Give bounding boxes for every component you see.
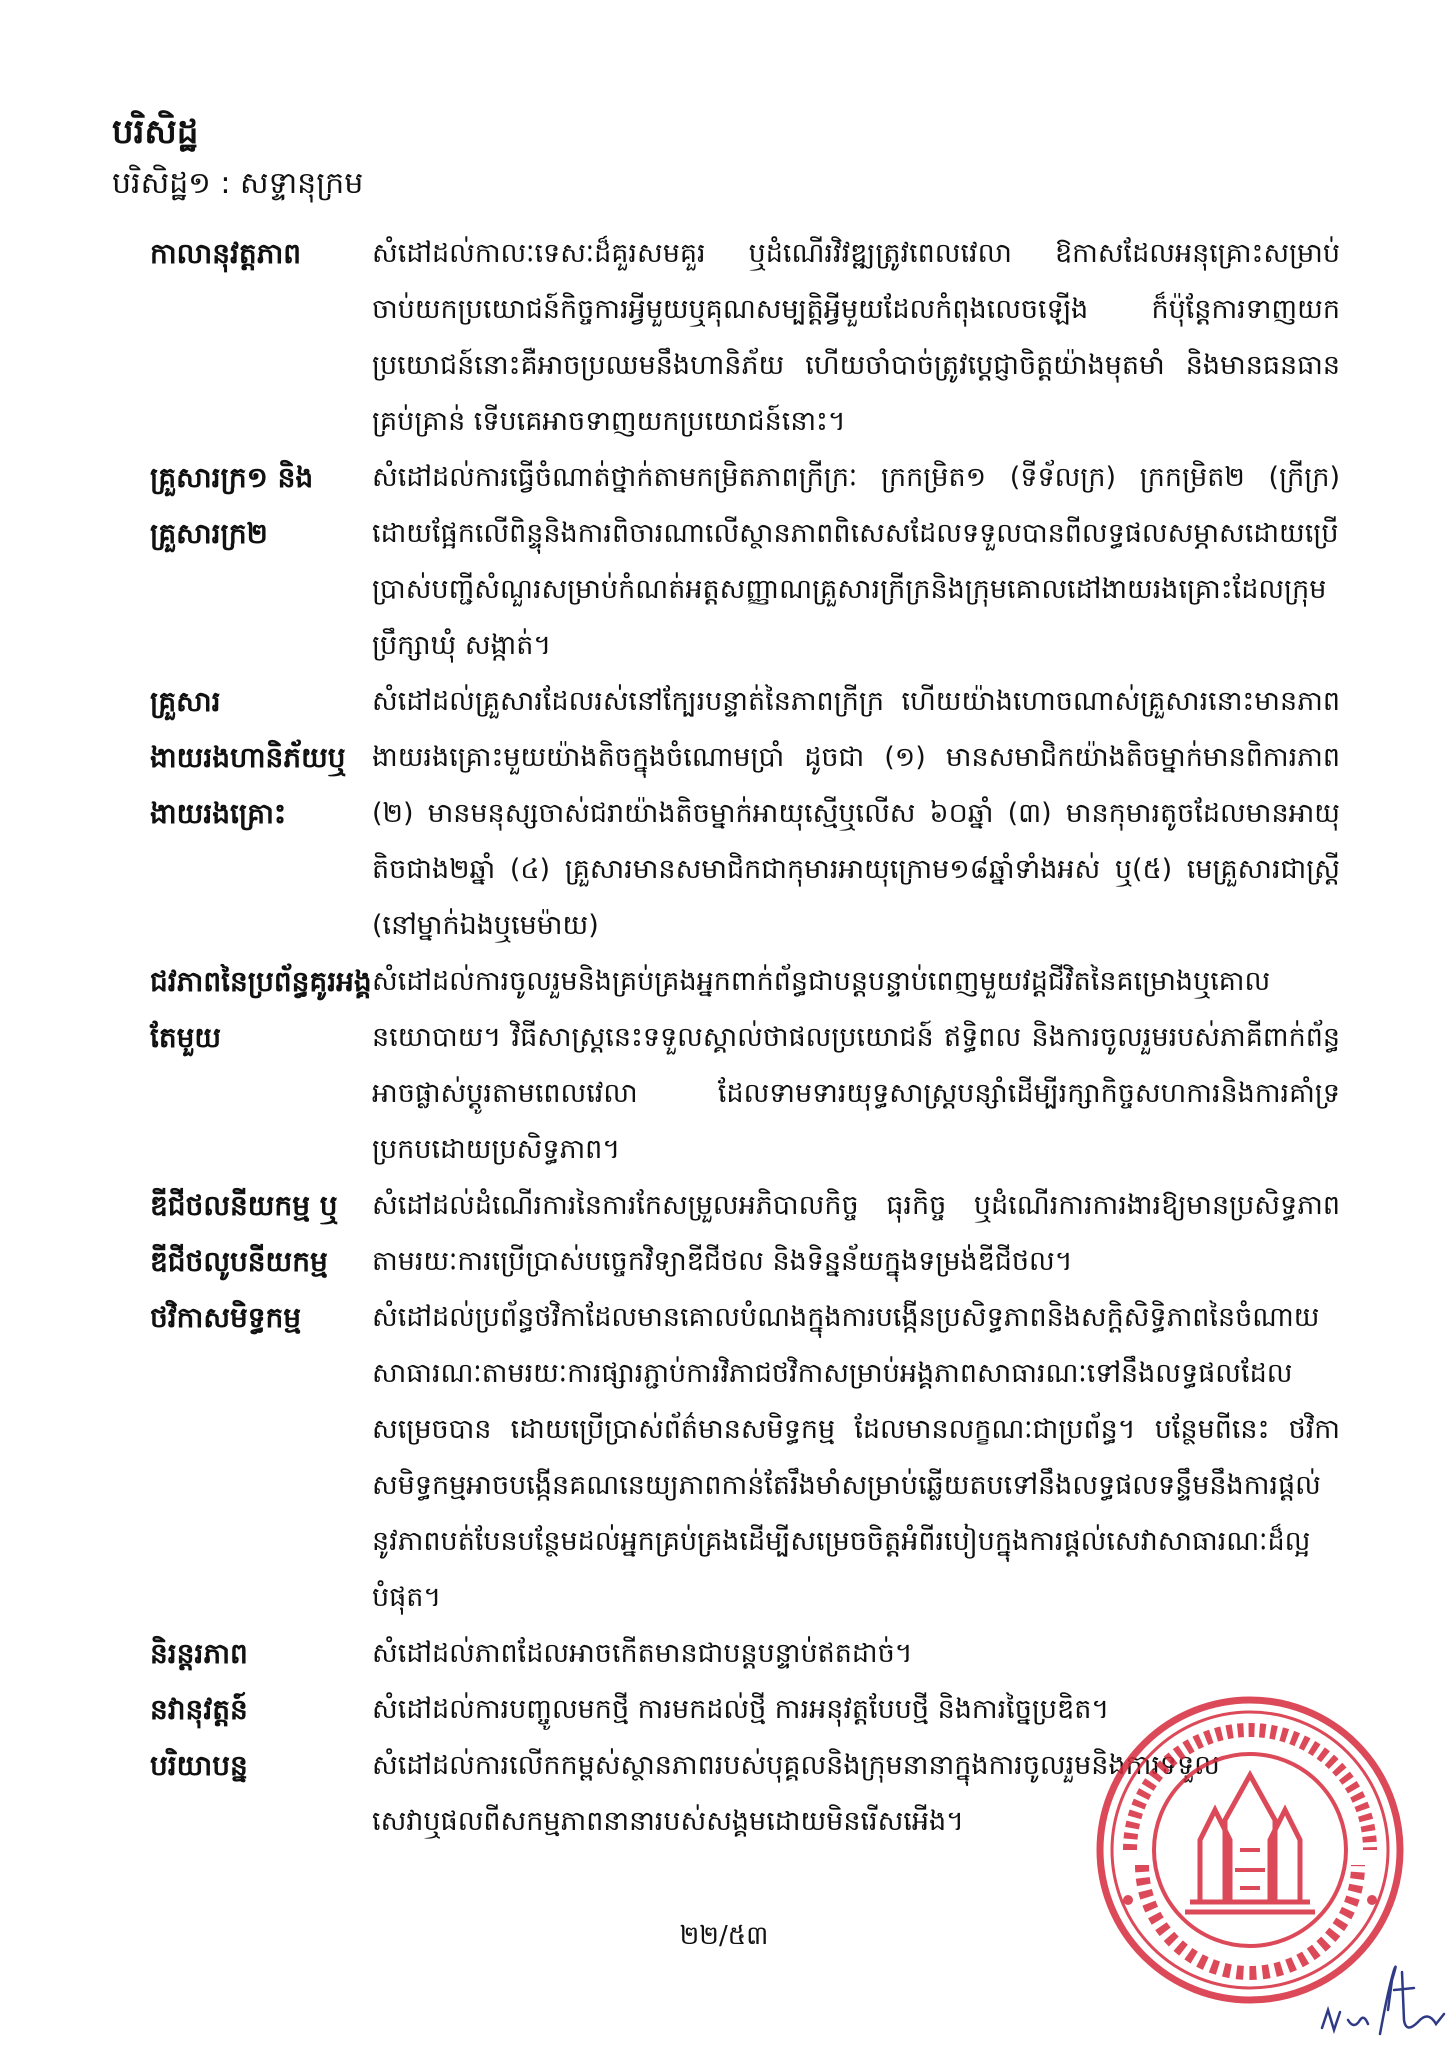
glossary-term: ជវភាពនៃប្រព័ន្ធគូរអង្គតែមួយ xyxy=(150,965,372,1054)
glossary-entry xyxy=(150,226,1340,450)
glossary-term: ថវិកាសមិទ្ធកម្ម xyxy=(150,1301,302,1334)
glossary-definition: សំដៅដល់ការលើកកម្ពស់ស្ថានភាពរបស់បុគ្គលនិងក្រុមនានាក្នុងការចូលរួមនិងការទទួលសេវាឬផលពីសកម្មភាពនានារបស់សង្គមដោយមិនរើសអើង។ xyxy=(372,1750,1220,1837)
glossary-entry xyxy=(150,1626,1340,1682)
glossary-term: កាលានុវត្តភាព xyxy=(150,237,302,270)
handwritten-signature xyxy=(1318,1950,1448,2040)
glossary-definition: សំដៅដល់កាលៈទេសៈដ៏គួរសមគួរ ឬដំណើរវិវឌ្ឍត្រូវពេលវេលា ឱកាសដែលអនុគ្រោះសម្រាប់ចាប់យកប្រយោជន៍កិច្ចការអ្វីមួយឬគុណសម្បត្តិអ្វីមួយដែលកំពុងលេចឡើង ក៏ប៉ុន្តែការទាញយកប្រយោជន៍នោះគឺអាចប្រឈមនឹងហានិភ័យ ហើយចាំបាច់ត្រូវប្តេជ្ញាចិត្តយ៉ាងមុតមាំ និងមានធនធានគ្រប់គ្រាន់ ទើបគេអាចទាញយកប្រយោជន៍នោះ។ xyxy=(372,238,1340,437)
glossary-term: បរិយាបន្ន xyxy=(150,1749,248,1782)
glossary-term: គ្រួសារងាយរងហានិភ័យឬងាយរងគ្រោះ xyxy=(150,685,346,830)
glossary-term: ឌីជីថលនីយកម្ម ឬ ឌីជីថលូបនីយកម្ម xyxy=(150,1189,338,1278)
glossary-definition: សំដៅដល់គ្រួសារដែលរស់នៅក្បែរបន្ទាត់នៃភាពក្រីក្រ ហើយយ៉ាងហោចណាស់គ្រួសារនោះមានភាពងាយរងគ្រោះមួយយ៉ាងតិចក្នុងចំណោមប្រាំ ដូចជា (១) មានសមាជិកយ៉ាងតិចម្នាក់មានពិការភាព (២) មានមនុស្សចាស់ជរាយ៉ាងតិចម្នាក់អាយុស្មើឬលើស ៦០ឆ្នាំ (៣) មានកុមារតូចដែលមានអាយុតិចជាង២ឆ្នាំ (៤) គ្រួសារមានសមាជិកជាកុមារអាយុក្រោម១៨ឆ្នាំទាំងអស់ ឬ(៥) មេគ្រួសារជាស្ត្រី (នៅម្នាក់ឯងឬមេម៉ាយ) xyxy=(372,686,1340,941)
glossary-entry xyxy=(150,450,1340,674)
glossary-term: និរន្តរភាព xyxy=(150,1637,248,1670)
glossary-definition: សំដៅដល់ការធ្វើចំណាត់ថ្នាក់តាមកម្រិតភាពក្រីក្រៈ ក្រកម្រិត១ (ទីទ័លក្រ) ក្រកម្រិត២ (ក្រីក្រ) ដោយផ្អែកលើពិន្ទុនិងការពិចារណាលើស្ថានភាពពិសេសដែលទទួលបានពីលទ្ធផលសម្ភាសដោយប្រើប្រាស់បញ្ជីសំណួរសម្រាប់កំណត់អត្តសញ្ញាណគ្រួសារក្រីក្រនិងក្រុមគោលដៅងាយរងគ្រោះដែលក្រុមប្រឹក្សាឃុំ សង្កាត់។ xyxy=(372,462,1340,661)
glossary-definition: សំដៅដល់ដំណើរការនៃការកែសម្រួលអភិបាលកិច្ច ធុរកិច្ច ឬដំណើរការការងារឱ្យមានប្រសិទ្ធភាព តាមរយៈការប្រើប្រាស់បច្ចេកវិទ្យាឌីជីថល និងទិន្នន័យក្នុងទម្រង់ឌីជីថល។ xyxy=(372,1190,1340,1277)
glossary-definition: សំដៅដល់ប្រព័ន្ធថវិកាដែលមានគោលបំណងក្នុងការបង្កើនប្រសិទ្ធភាពនិងសក្តិសិទ្ធិភាពនៃចំណាយសាធារណៈតាមរយៈការផ្សារភ្ជាប់ការវិភាជថវិកាសម្រាប់អង្គភាពសាធារណៈទៅនឹងលទ្ធផលដែលសម្រេចបាន ដោយប្រើប្រាស់ព័ត៌មានសមិទ្ធកម្ម ដែលមានលក្ខណៈជាប្រព័ន្ធ។ បន្ថែមពីនេះ ថវិកាសមិទ្ធកម្មអាចបង្កើនគណនេយ្យភាពកាន់តែរឹងមាំសម្រាប់ឆ្លើយតបទៅនឹងលទ្ធផលទន្ទឹមនឹងការផ្តល់នូវភាពបត់បែនបន្ថែមដល់អ្នកគ្រប់គ្រងដើម្បីសម្រេចចិត្តអំពីរបៀបក្នុងការផ្តល់សេវាសាធារណៈដ៏ល្អបំផុត។ xyxy=(372,1302,1340,1613)
glossary-definition: សំដៅដល់ការបញ្ចូលមកថ្មី ការមកដល់ថ្មី ការអនុវត្តបែបថ្មី និងការច្នៃប្រឌិត។ xyxy=(372,1694,1110,1725)
glossary-entry xyxy=(150,954,1340,1178)
appendix-subheading: បរិសិដ្ឋ១ : សទ្ទានុក្រម xyxy=(112,166,364,201)
glossary-term: គ្រួសារក្រ១ និង គ្រួសារក្រ២ xyxy=(150,461,314,550)
glossary-entry xyxy=(150,674,1340,954)
appendix-heading: បរិសិដ្ឋ xyxy=(112,112,199,152)
glossary-definition: សំដៅដល់ភាពដែលអាចកើតមានជាបន្តបន្ទាប់ឥតដាច់។ xyxy=(372,1638,913,1669)
glossary-entry xyxy=(150,1290,1340,1626)
glossary-list xyxy=(150,226,1340,1850)
glossary-entry xyxy=(150,1178,1340,1290)
glossary-term: នវានុវត្តន៍ xyxy=(150,1693,248,1726)
page-number: ២២/៥៣ xyxy=(679,1921,769,1951)
glossary-definition: សំដៅដល់ការចូលរួមនិងគ្រប់គ្រងអ្នកពាក់ព័ន្ធជាបន្តបន្ទាប់ពេញមួយវដ្តជីវិតនៃគម្រោងឬគោលនយោបាយ។ វិធីសាស្ត្រនេះទទួលស្គាល់ថាផលប្រយោជន៍ ឥទ្ធិពល និងការចូលរួមរបស់ភាគីពាក់ព័ន្ធអាចផ្លាស់ប្តូរតាមពេលវេលា ដែលទាមទារយុទ្ធសាស្ត្របន្សាំដើម្បីរក្សាកិច្ចសហការនិងការគាំទ្រប្រកបដោយប្រសិទ្ធភាព។ xyxy=(372,966,1340,1165)
